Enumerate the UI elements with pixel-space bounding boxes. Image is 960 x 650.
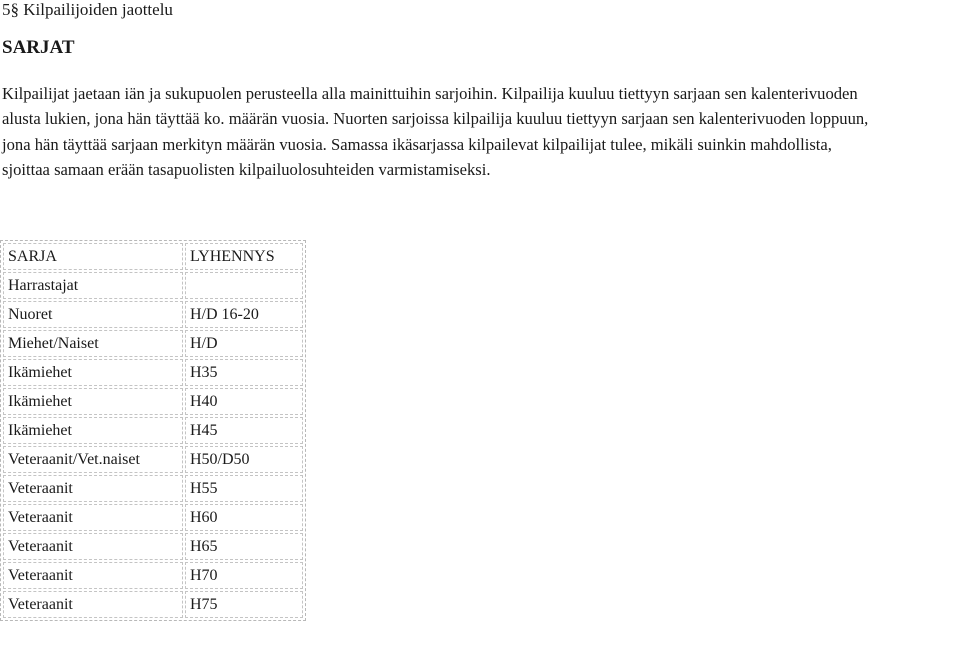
- table-row: [3, 330, 303, 357]
- intro-paragraph: [2, 81, 957, 183]
- column-header-series: SARJA: [3, 243, 183, 270]
- series-name-cell: Ikämiehet: [3, 417, 183, 444]
- series-abbreviation-cell: H70: [185, 562, 303, 589]
- series-name-cell: Ikämiehet: [3, 388, 183, 415]
- series-abbreviation-cell: H/D: [185, 330, 303, 357]
- series-abbreviation-cell: H40: [185, 388, 303, 415]
- page-title: SARJAT: [2, 37, 75, 58]
- paragraph-line: alusta lukien, jona hän täyttää ko. määrän vuosia. Nuorten sarjoissa kilpailija kuuluu tiettyyn sarjaan sen kalenterivuoden loppuun,: [2, 109, 869, 129]
- table-row: [3, 562, 303, 589]
- series-abbreviation-cell: H65: [185, 533, 303, 560]
- section-heading: 5§ Kilpailijoiden jaottelu: [2, 0, 173, 19]
- table-row: [3, 388, 303, 415]
- series-abbreviation-cell: H60: [185, 504, 303, 531]
- table-row: [3, 475, 303, 502]
- series-abbreviation-cell: H/D 16-20: [185, 301, 303, 328]
- series-name-cell: Veteraanit: [3, 475, 183, 502]
- table-row: [3, 533, 303, 560]
- series-name-cell: Miehet/Naiset: [3, 330, 183, 357]
- table-row: [3, 504, 303, 531]
- series-abbreviation-cell: H75: [185, 591, 303, 618]
- table-header-row: [3, 243, 303, 270]
- series-name-cell: Veteraanit: [3, 591, 183, 618]
- series-name-cell: Nuoret: [3, 301, 183, 328]
- series-abbreviation-cell: H35: [185, 359, 303, 386]
- table-row: [3, 301, 303, 328]
- series-table: [0, 240, 306, 621]
- series-abbreviation-cell: H45: [185, 417, 303, 444]
- paragraph-line: Kilpailijat jaetaan iän ja sukupuolen perusteella alla mainittuihin sarjoihin. Kilpailija kuuluu tiettyyn sarjaan sen kalenterivuoden: [2, 84, 858, 103]
- paragraph-line: jona hän täyttää sarjaan merkityn määrän vuosia. Samassa ikäsarjassa kilpailevat kilpailijat tulee, mikäli suinkin mahdollista,: [2, 134, 832, 154]
- table-row: [3, 591, 303, 618]
- series-abbreviation-cell: H55: [185, 475, 303, 502]
- paragraph-line: sjoittaa samaan erään tasapuolisten kilpailuolosuhteiden varmistamiseksi.: [2, 160, 491, 180]
- table-row: [3, 446, 303, 473]
- table-row: [3, 417, 303, 444]
- series-name-cell: Ikämiehet: [3, 359, 183, 386]
- series-name-cell: Veteraanit/Vet.naiset: [3, 446, 183, 473]
- column-header-abbreviation: LYHENNYS: [185, 243, 303, 270]
- table-row: [3, 272, 303, 299]
- series-abbreviation-cell: H50/D50: [185, 446, 303, 473]
- table-row: [3, 359, 303, 386]
- series-name-cell: Veteraanit: [3, 533, 183, 560]
- series-name-cell: Veteraanit: [3, 504, 183, 531]
- series-abbreviation-cell: [185, 272, 303, 299]
- table-body: [3, 272, 303, 618]
- series-name-cell: Veteraanit: [3, 562, 183, 589]
- series-name-cell: Harrastajat: [3, 272, 183, 299]
